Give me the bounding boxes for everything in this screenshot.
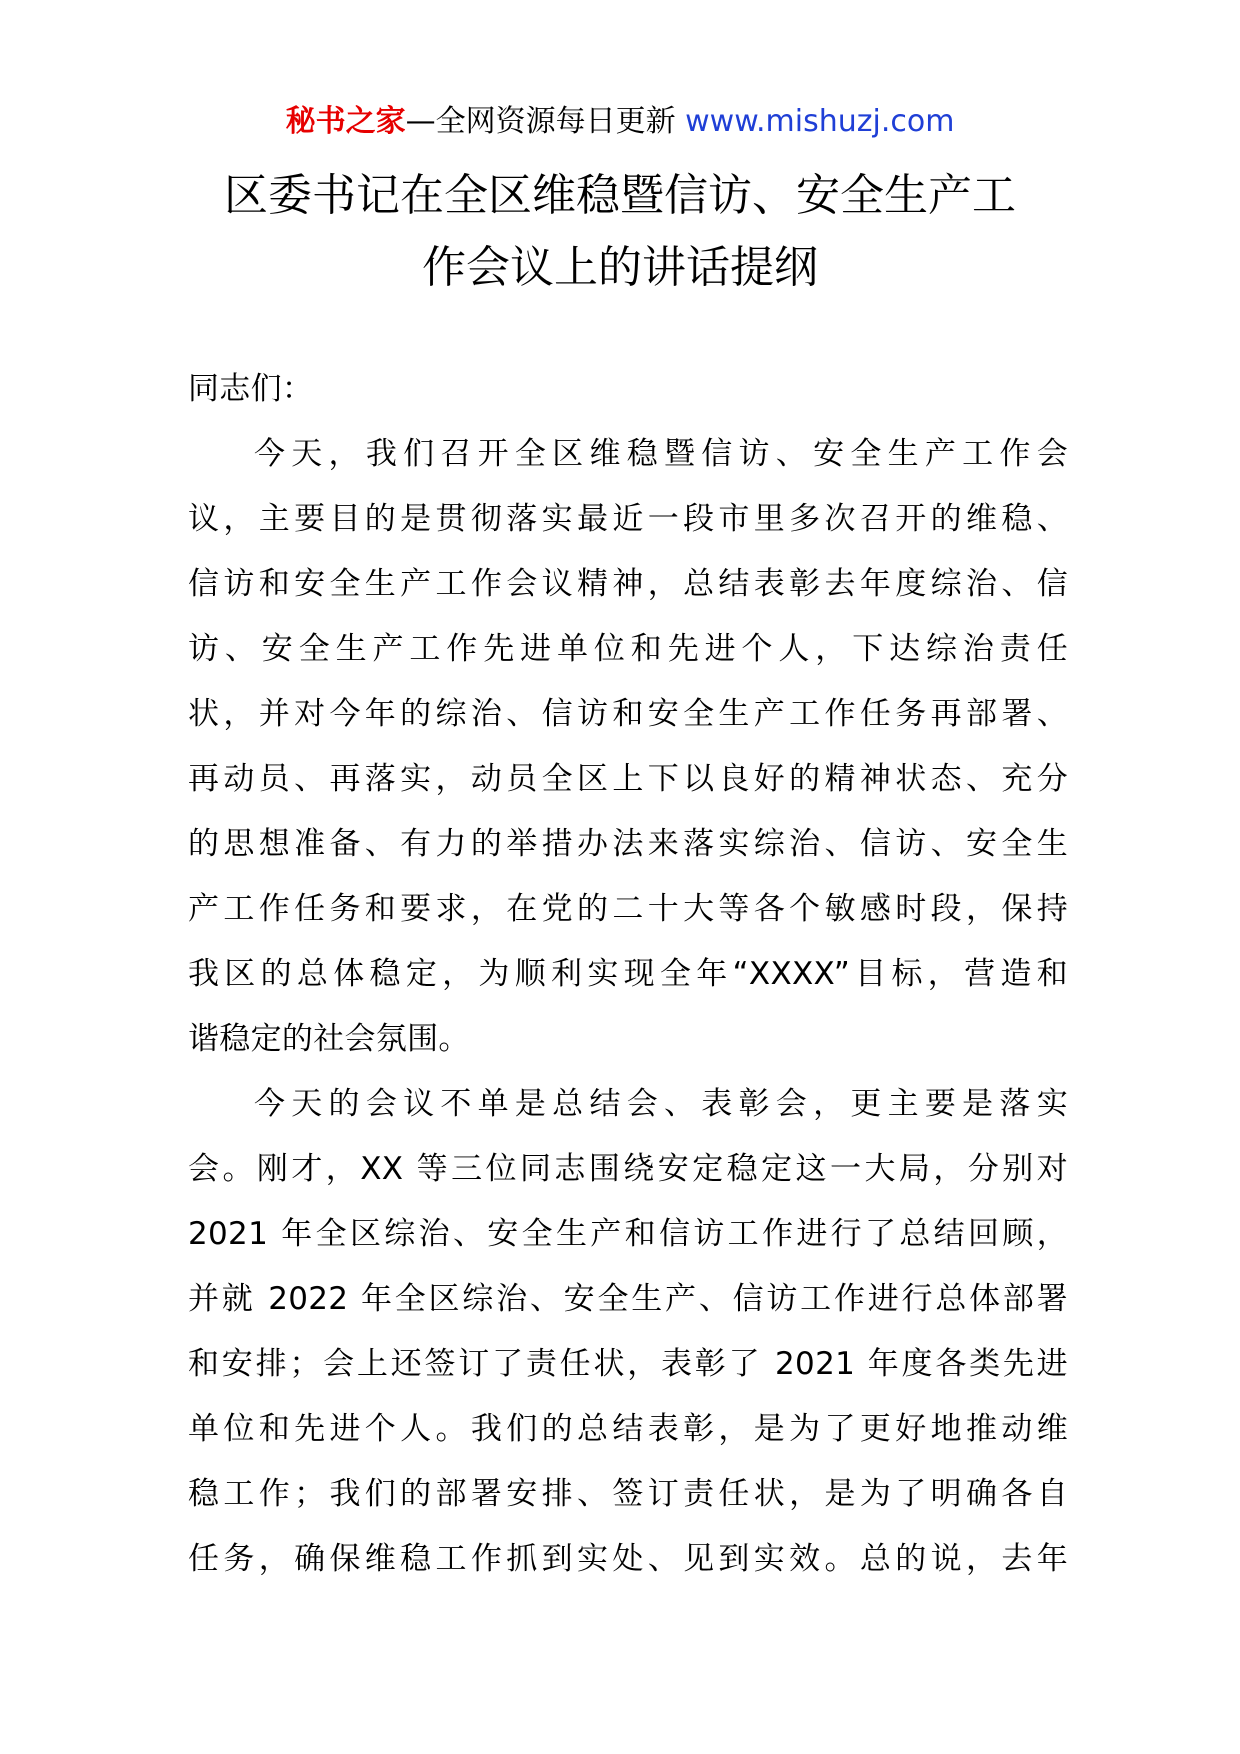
title-line-1: 区委书记在全区维稳暨信访、安全生产工 (224, 170, 1016, 221)
paragraph-line: 单位和先进个人。我们的总结表彰，是为了更好地推动维 (188, 1411, 1068, 1447)
paragraph-2 (188, 1072, 1068, 1592)
paragraph-1 (188, 422, 1068, 1072)
paragraph-line: 2021 年全区综治、安全生产和信访工作进行了总结回顾， (188, 1216, 1068, 1252)
paragraph-line: 并就 2022 年全区综治、安全生产、信访工作进行总体部署 (188, 1281, 1068, 1317)
site-url-link[interactable]: www.mishuzj.com (685, 104, 955, 139)
paragraph-line: 的思想准备、有力的举措办法来落实综治、信访、安全生 (188, 826, 1068, 862)
site-header (0, 100, 1240, 144)
paragraph-line: 会。刚才，XX 等三位同志围绕安定稳定这一大局，分别对 (188, 1151, 1068, 1187)
paragraph-line: 议，主要目的是贯彻落实最近一段市里多次召开的维稳、 (188, 501, 1068, 537)
paragraph-line: 信访和安全生产工作会议精神，总结表彰去年度综治、信 (188, 566, 1068, 602)
paragraph-line: 谐稳定的社会氛围。 (188, 1021, 470, 1057)
brand-name: 秘书之家 (285, 104, 406, 139)
paragraph-line: 今天，我们召开全区维稳暨信访、安全生产工作会 (254, 436, 1068, 472)
paragraph-line: 产工作任务和要求，在党的二十大等各个敏感时段，保持 (188, 891, 1068, 927)
paragraph-line: 再动员、再落实，动员全区上下以良好的精神状态、充分 (188, 761, 1068, 797)
paragraph-line: 访、安全生产工作先进单位和先进个人，下达综治责任 (188, 631, 1068, 667)
greeting: 同志们： (188, 371, 314, 407)
title-line-2: 作会议上的讲话提纲 (422, 242, 818, 293)
paragraph-line: 任务，确保维稳工作抓到实处、见到实效。总的说，去年 (188, 1541, 1068, 1577)
paragraph-line: 状，并对今年的综治、信访和安全生产工作任务再部署、 (188, 696, 1068, 732)
document-title (150, 160, 1090, 304)
paragraph-line: 和安排；会上还签订了责任状，表彰了 2021 年度各类先进 (188, 1346, 1068, 1382)
document-body (188, 357, 1068, 1592)
paragraph-line: 我区的总体稳定，为顺利实现全年“XXXX”目标，营造和 (188, 956, 1068, 992)
header-tagline: —全网资源每日更新 (405, 104, 686, 139)
paragraph-line: 稳工作；我们的部署安排、签订责任状，是为了明确各自 (188, 1476, 1068, 1512)
paragraph-line: 今天的会议不单是总结会、表彰会，更主要是落实 (254, 1086, 1068, 1122)
